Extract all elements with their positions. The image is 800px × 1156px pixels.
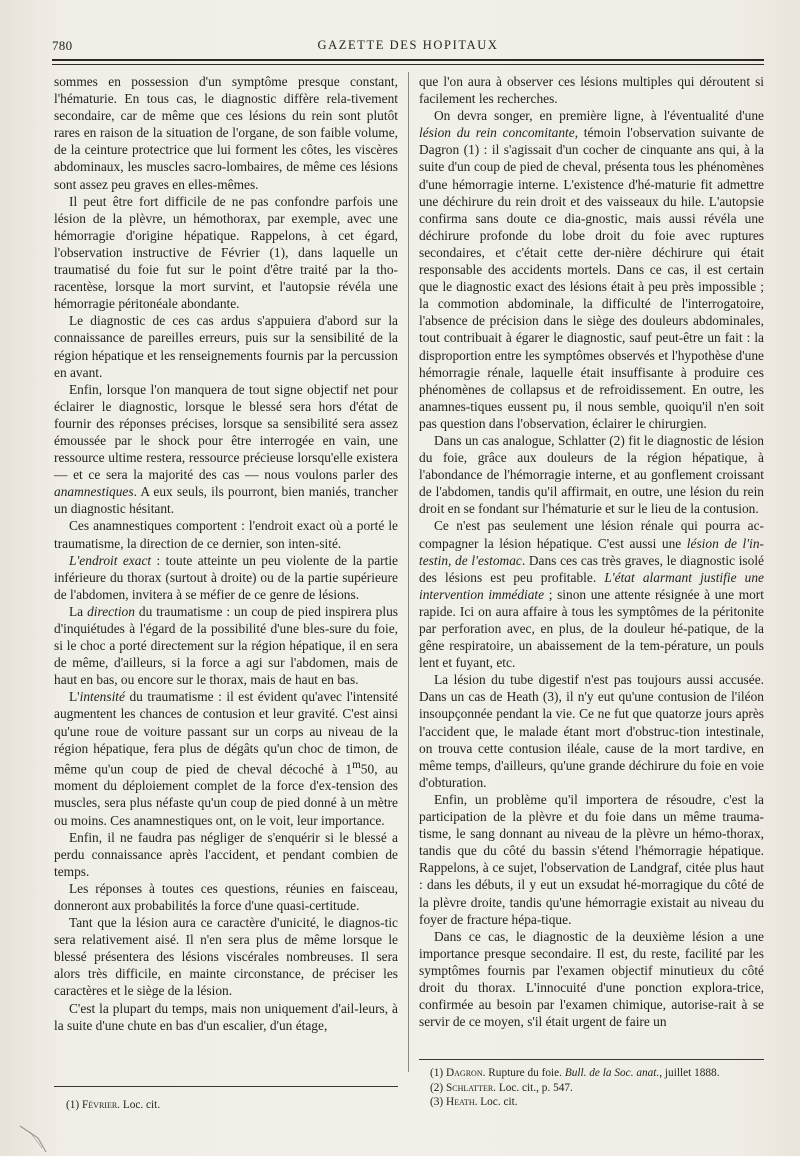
footnote <box>66 1098 396 1113</box>
footnote-text: . Rupture du foie. <box>482 1067 565 1079</box>
footnote <box>430 1081 764 1096</box>
column-divider <box>408 72 409 1072</box>
footnote-separator <box>419 1059 764 1060</box>
paragraph: Dans ce cas, le diagnostic de la deuxième lésion a une importance presque secondaire. Il est, du reste, facilité par les symptômes fournis par l'examen objectif minutieux du côté droit du thorax. L'innocuité d'une ponction explora-trice, confirmée au besoin par l'examen chimique, autorise-rait à se servir de ce moyen, s'il était urgent de faire un <box>419 928 764 1030</box>
footnote-number: (2) <box>430 1081 446 1094</box>
italic-term: L'endroit exact <box>69 552 152 568</box>
footnote-number: (3) <box>430 1096 446 1108</box>
footnote <box>430 1095 764 1110</box>
paragraph <box>54 552 398 603</box>
paragraph: C'est la plupart du temps, mais non uniquement d'ail-leurs, à la suite d'une chute en bas d'un escalier, d'un étage, <box>54 1000 398 1033</box>
italic-term: anamnestiques <box>54 484 134 500</box>
left-column <box>54 73 398 1034</box>
paragraph: Les réponses à toutes ces questions, réunies en faisceau, donneront aux probabilités la force d'une quasi-certitude. <box>54 880 398 913</box>
italic-term: intensité <box>79 689 125 705</box>
footnote-text: , juillet 1888. <box>659 1067 720 1079</box>
paragraph: Enfin, il ne faudra pas négliger de s'enquérir si le blessé a perdu connaissance après l'accident, et pendant combien de temps. <box>54 829 398 879</box>
text-run: 50, au moment du déploiement complet de la force d'ex-tension des muscles, sera plus néfaste qu'un coup de pied donné à un mètre ou moins. Ces anamnestiques ont, on le voit, leur importance. <box>54 761 398 828</box>
paragraph <box>54 688 398 828</box>
page-header <box>52 38 764 56</box>
paragraph: Il peut être fort difficile de ne pas confondre parfois une lésion de la plèvre, un hémothorax, par exemple, avec une hémorragie d'origine hépatique. Rappelons, à cet égard, l'observation instructive de Février (1), dans laquelle un traumatisé du foie fut sur le point d'être traité par la tho-racentèse, lorsque la mort survint, et l'autopsie révéla une hémorragie péritonéale abondante. <box>54 193 398 312</box>
paragraph: La lésion du tube digestif n'est pas toujours aussi accusée. Dans un cas de Heath (3), il n'y eut qu'une contusion de l'iléon insoupçonnée pendant la vie. Ce ne fut que quatorze jours après l'accident que, le malade étant mort d'obstruc-tion intestinale, on trouva cette contusion iléale, cause de la mort tardive, en même temps, d'ailleurs, qu'une grande déchirure du foie en voie d'obturation. <box>419 672 764 790</box>
paragraph <box>419 107 764 432</box>
paragraph: sommes en possession d'un symptôme presque constant, l'hématurie. En tous cas, le diagnostic diffère rela-tivement secondaire, car de même que ces lésions du rein sont plutôt rares en raison de la situation de l'organe, de son faible volume, de la ceinture protectrice que lui forment les côtes, les viscères abdominaux, les muscles sacro-lombaires, de même ces lésions sont assez peu graves en elles-mêmes. <box>54 74 398 192</box>
page-number: 780 <box>52 38 73 53</box>
text-run: L' <box>69 689 80 705</box>
italic-term: lésion du rein concomitante <box>419 125 575 141</box>
paragraph: Dans un cas analogue, Schlatter (2) fit le diagnostic de lésion du foie, grâce aux douleurs de la région hépatique, à l'abondance de l'hémorragie interne, et au gonflement croissant de l'abdomen, tandis qu'il affirmait, en outre, une lésion du rein droit en se fondant sur l'hématurie et sur le lieu de la contusion. <box>419 432 764 517</box>
footnote-number: (1) <box>430 1067 446 1079</box>
footnote-author: Heath <box>446 1096 475 1108</box>
footnote-text: . Loc. cit., p. 547. <box>493 1081 573 1094</box>
text-run: Enfin, lorsque l'on manquera de tout signe objectif net pour éclairer le diagnostic, lorsque le blessé sera hors d'état de fournir des réponses précises, lorsque sa sensibilité sera assez émoussée par le shock pour être interrogée en vain, une ressource ultime restera, ressource précieuse lorsqu'elle existera — et ce sera la majorité des cas — nous voulons parler des <box>54 381 398 483</box>
footnotes-left <box>66 1098 396 1113</box>
paragraph: Tant que la lésion aura ce caractère d'unicité, le diagnos-tic sera relativement aisé. Il n'en sera plus de même lorsque le blessé présentera des lésions viscérales nombreuses. Il sera alors très difficile, en mainte circonstance, de préciser les caractères et le siège de la lésion. <box>54 915 398 999</box>
paragraph <box>419 517 764 671</box>
text-run: du traumatisme : il est évident qu'avec l'intensité augmentent les chances de contusion et leur gravité. C'est ainsi qu'une roue de voiture passant sur un corps au niveau de la région hépatique, fera plus de dégâts qu'un choc de timon, de même qu'un coup de pied de cheval décoché à 1 <box>54 689 398 777</box>
text-run: ; sinon une attente résignée à une mort rapide. Ici on aura affaire à tous les symptômes de la péritonite par perforation avec, en plus, de la douleur hé-patique, de la gêne respiratoire, un abaissement de la tem-pérature, un pouls lent et fuyant, etc. <box>419 586 764 671</box>
page-corner-smudge <box>16 1118 64 1154</box>
text-run: Ce n'est pas seulement une lésion rénale qui pourra ac-compagner la lésion hépatique. C'est aussi une <box>419 518 764 551</box>
footnote-text: . Loc. cit. <box>474 1096 518 1108</box>
text-run: La <box>69 603 88 619</box>
italic-term: L'état alarmant justifie une intervention immédiate <box>419 569 764 602</box>
right-column <box>419 73 764 1030</box>
superscript-unit: m <box>352 758 361 771</box>
paragraph: Le diagnostic de ces cas ardus s'appuiera d'abord sur la connaissance de pareilles erreurs, puis sur la sensibilité de la région hépatique et les renseignements fournis par la percussion en avant. <box>54 313 398 380</box>
text-run: . Dans ces cas très graves, le diagnostic isolé des lésions est peu profitable. <box>419 552 764 585</box>
text-run: du traumatisme : un coup de pied inspirera plus d'inquiétudes à l'égard de la possibilité d'une bles-sure du foie, si le choc a porté directement sur la région hépatique, il en sera de même, d'ailleurs, si la force a agi sur l'abdomen, mais de haut en bas, ou encore sur le thorax, mais de haut en bas. <box>54 603 398 688</box>
text-run: . A eux seuls, ils pourront, bien maniés, trancher un diagnostic hésitant. <box>54 484 398 517</box>
footnote-separator <box>54 1086 398 1087</box>
footnotes-right <box>430 1066 764 1110</box>
paragraph: Enfin, un problème qu'il importera de résoudre, c'est la participation de la plèvre et du foie dans un même trauma-tisme, le sang donnant au niveau de la plèvre un hémo-thorax, tandis que du côté du bassin s'étend l'hémorragie hépatique. Rappelons, à ce sujet, l'observation de Landgraf, citée plus haut : dans les débuts, il y eut un exsudat hé-morragique du côté de la plèvre droite, tandis qu'une hémorragie existait au niveau du foyer de fracture hépa-tique. <box>419 791 764 927</box>
paragraph <box>54 381 398 518</box>
footnote-author: Schlatter <box>446 1081 494 1094</box>
text-run: On devra songer, en première ligne, à l'éventualité d'une <box>434 108 764 124</box>
footnote-author: Février <box>82 1099 118 1111</box>
italic-term: lésion de l'in-testin, de l'estomac <box>419 535 764 568</box>
header-rule-thin <box>52 64 764 65</box>
paragraph <box>54 603 398 688</box>
text-run: , témoin l'observation suivante de Dagron (1) : il s'agissait d'un cocher de cinquante ans qui, à la suite d'un coup de pied de cheval, présenta tous les phénomènes d'une hémorragie interne. L'existence d'hé-maturie fit admettre une déchirure du rein droit et des vaisseaux du hile. L'autopsie confirma sans doute ce dia-gnostic, mais aussi révéla une déchirure profonde du lobe droit du foie avec ruptures secondaires, et c'était cette der-nière déchirure qui était responsable des accidents mortels. Dans ce cas, il est certain que le diagnostic exact des lésions était à peu près impossible ; la commotion abdominale, la difficulté de l'interrogatoire, l'absence de précision dans le siège des douleurs abdominales, tout contribuait à égarer le diagnostic, sauf peut-être un fait : la disproportion entre les symptômes observés et l'hypothèse d'une hémorragie rénale, laquelle était insuffisante à produire ces phénomènes de collapsus et de refroidissement. En outre, les anamnes-tiques eussent pu, il nous semble, quoiqu'il n'en soit pas question dans l'observation, éclairer le chirurgien. <box>419 125 764 431</box>
text-run: : toute atteinte un peu violente de la partie inférieure du thorax (surtout à droite) ou de la partie supérieure de l'abdomen, invitera à se méfier de ce genre de lésions. <box>54 552 398 602</box>
footnote-text: . Loc. cit. <box>117 1099 161 1111</box>
italic-term: direction <box>87 603 135 619</box>
paragraph: Ces anamnestiques comportent : l'endroit exact où a porté le traumatisme, la direction de ce dernier, son inten-sité. <box>54 518 398 551</box>
footnote-number: (1) <box>66 1099 82 1111</box>
footnote-author: Dagron <box>446 1067 483 1079</box>
footnote-journal: Bull. de la Soc. anat. <box>564 1067 660 1079</box>
paragraph: que l'on aura à observer ces lésions multiples qui déroutent si facilement les recherches. <box>419 74 764 107</box>
header-rule-thick <box>52 59 764 61</box>
journal-title: GAZETTE DES HOPITAUX <box>317 38 499 52</box>
footnote <box>430 1066 764 1081</box>
